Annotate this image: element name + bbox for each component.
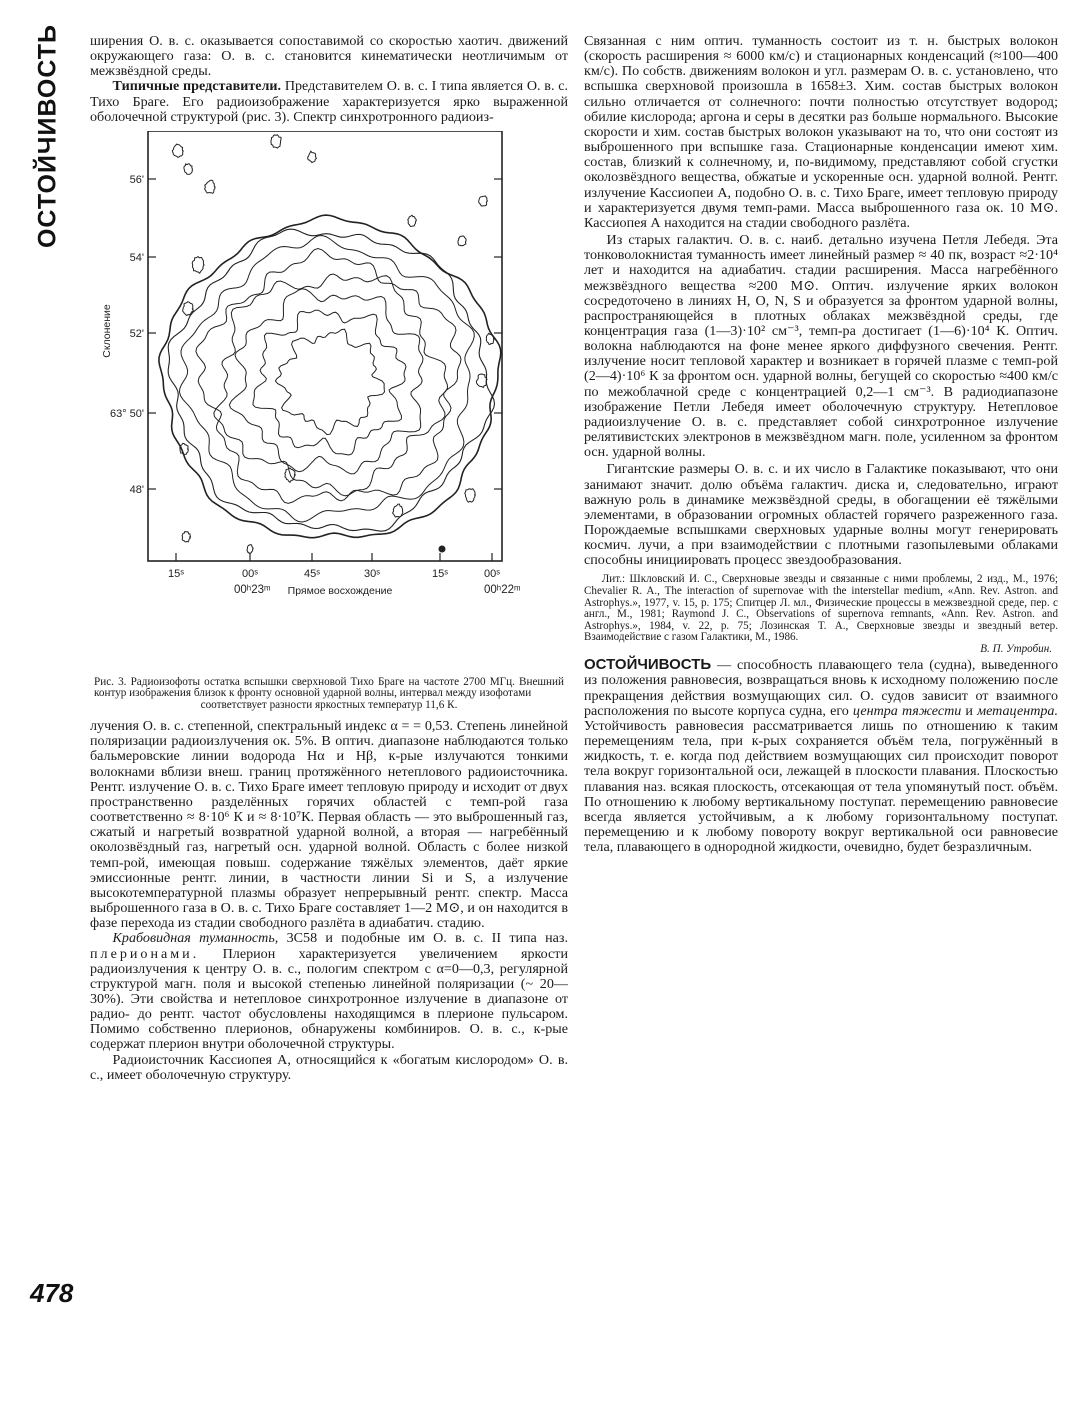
plot-frame: [148, 131, 502, 561]
contour-blob: [393, 504, 403, 517]
paragraph-crab: [90, 931, 568, 1052]
contour-ring: [196, 248, 461, 503]
paragraph-giant: Гигантские размеры О. в. с. и их число в Галактике показывают, что они занимают значит. долю объёма галактич. диска и, следовательно, играют важную роль в динамике межзвёздной среды, в обогащении её тяжёлыми элементами, в образовании огромных областей горячего разреженного газа. Порождаемые вспышками сверхновых ударные волны могут генерировать космич. лучи, а при взаимодействии с плотными газопылевыми облаками способны инициировать процесс звездообразования.: [584, 461, 1058, 569]
contour-blob: [271, 135, 281, 148]
paragraph-intro: ширения О. в. с. оказывается сопоставимой со скоростью хаотич. движений окружающего газа: О. в. с. становится кинематически неотличимым от межзвёздной среды.: [90, 33, 568, 80]
typical-lead: Типичные представители.: [112, 78, 282, 95]
outer-contour: [159, 215, 501, 538]
x-tick-label: 45ˢ: [304, 567, 320, 580]
contour-blob: [458, 236, 466, 246]
entry-italic-center: центра тяжести: [852, 702, 962, 719]
contour-blob: [465, 489, 476, 502]
figure-radio-isophotes: [90, 131, 568, 673]
page-number: 478: [30, 1278, 74, 1308]
running-head: [26, 23, 70, 249]
references-text: Лит.: Шкловский И. С., Сверхновые звезды и связанные с ними проблемы, 2 изд., М., 1976; Chevalier R. A., The interaction of supernovae with the interstellar medium, «Ann. Rev. Astron. and Astrophys.», 1977, v. 15, p. 175; Спитцер Л. мл., Физические процессы в межзвездной среде, пер. с англ., М., 1981; Raymond J. C., Observations of supernova remnants, «Ann. Rev. Astron. and Astrophys.», 1984, v. 22, p. 75; Лозинская Т. А., Сверхновые звезды и звездный ветер. Взаимодействие с газом Галактики, М., 1986.: [584, 573, 1058, 644]
crab-text: Плерион характеризуется увеличением яркости радиоизлучения к центру О. в. с., пологим спектром с α=0—0,3, регулярной структурой магн. поля и высокой степенью линейной поляризации (~ 20—30%). Эти свойства и нетепловое синхротронное излучение в диапазоне от радио- до рентг. частот обусловлены находящимся в плерионе пульсаром. Помимо собственно плерионов, обнаружены комбиниров. О. в. с., к-рые содержат плерион внутри оболочечной структуры.: [90, 945, 568, 1053]
references: [584, 574, 1058, 655]
contour-blob: [308, 151, 317, 163]
entry-italic-metacenter: метацентра.: [977, 702, 1058, 719]
x-tick-label: 00ˢ: [484, 567, 500, 580]
paragraph-spectrum: лучения О. в. с. степенной, спектральный индекс α = = 0,53. Степень линейной поляризации радиоизлучения ок. 5%. В оптич. диапазоне наблюдаются только бальмеровские линии водорода Hα и Hβ, к-рые излучаются тонкими волокнами вблизи внеш. границ протяжённого нетеплового радиоисточника. Рентг. излучение О. в. с. Тихо Браге имеет тепловую природу и исходит от двух пространственно разделённых горячих областей с темп-рой газа соответственно ≈ 8·10⁶ К и ≈ 8·10⁷К. Первая область — это выброшенный газ, сжатый и нагретый возвратной ударной волной, а вторая — нагребённый околозвёздный газ, нагретый осн. ударной волной. Область с более низкой темп-рой, имеющая повыш. содержание тяжёлых элементов, даёт яркие эмиссионные рентг. линии, в частности линии Si и S, а излучение высокотемпературной плазмы образует непрерывный рентг. спектр. Масса выброшенного газа в О. в. с. Тихо Браге составляет 1—2 M⊙, и он находится в фазе перехода из стадии свободного разлёта в адиабатич. стадию.: [90, 718, 568, 932]
x-tick-label: 30ˢ: [364, 567, 380, 580]
entry-ostoichivost: [584, 657, 1058, 855]
inner-contour: [275, 329, 384, 434]
contour-blob: [182, 531, 190, 542]
beam-dot: [439, 545, 446, 552]
caption-last: соответствует разности яркостных температур 11,6 К.: [200, 698, 458, 711]
x-major-label-left: 00ʰ23ᵐ: [234, 583, 271, 596]
contour-blob: [479, 196, 488, 206]
x-tick-label: 15ˢ: [168, 567, 184, 580]
author-signature: В. П. Утробин.: [980, 642, 1052, 655]
crab-spaced: плерионами.: [90, 945, 200, 962]
contour-blob: [408, 215, 416, 226]
crab-mid: 3С58 и подобные им О. в. с. II типа наз.: [278, 930, 568, 947]
contour-blob: [205, 180, 216, 193]
contour-blob: [172, 144, 183, 157]
y-tick-label: 52': [129, 327, 144, 340]
contour-blob: [476, 374, 487, 388]
contour-ring: [214, 274, 448, 496]
entry-text: — способность плавающего тела (судна), выведенного из положения равновесия, возвращаться вновь к исходному положению после прекращения действия возмущающих сил. О. судов зависит от взаимного расположения по высоте корпуса судна, его: [584, 657, 1058, 719]
x-major-label-right: 00ʰ22ᵐ: [484, 583, 521, 596]
paragraph-cassiopeia-cont: Связанная с ним оптич. туманность состоит из т. н. быстрых волокон (скорость расширения ≈ 6000 км/с) и стационарных конденсаций (≈100—400 км/с). По собств. движениям волокон и угл. размерам О. в. с. установлено, что вспышка сверхновой произошла в 1658±3. Хим. состав быстрых волокон сильно отличается от солнечного: почти полностью отсутствует водород; обилие кислорода; аргона и серы в десятки раз больше нормального. Высокие скорости и хим. состав быстрых волокон указывают на то, что они состоят из выброшенного при вспышке газа. Стационарные конденсации имеют хим. состав, близкий к солнечному, и, по-видимому, представляют собой сгустки околозвёздного вещества, обжатые и ускоренные осн. ударной волной. Рентг. излучение Кассиопеи А, подобно О. в. с. Тихо Браге, имеет тепловую природу и характеризуется двумя темп-рами. Масса выброшенного газа ок. 10 M⊙. Кассиопея А находится на стадии свободного разлёта.: [584, 33, 1058, 231]
contour-ring: [229, 289, 423, 474]
y-tick-label: 54': [129, 251, 144, 264]
paragraph-cassiopeia: Радиоисточник Кассиопея А, относящийся к «богатым кислородом» О. в. с., имеет оболочечную структуру.: [90, 1051, 568, 1083]
right-column: [584, 34, 1058, 855]
figure-caption: [94, 677, 564, 711]
x-axis-label: Прямое восхождение: [287, 584, 393, 597]
isophote-plot: [90, 131, 568, 673]
paragraph-cygnus-loop: Из старых галактич. О. в. с. наиб. детально изучена Петля Лебедя. Эта тонковолокнистая туманность имеет линейный размер ≈ 40 пк, возраст ≈2·10⁴ лет и находится на адиабатич. стадии расширения. Масса нагребённого межзвёздного вещества ≈200 M⊙. Оптич. излучение ярких волокон сосредоточено в линиях H, O, N, S и образуется за фронтом ударной волны, распространяющейся в плотных облаках межзвёздной среды, где концентрация газа (1—3)·10² см⁻³, темп-ра достигает (1—6)·10⁴ К. Оптич. волокна наблюдаются на фоне менее яркого диффузного свечения. Рентг. излучение носит тепловой характер и возникает в горячей плазме с темп-рой (2—4)·10⁶ К за фронтом осн. ударной волны, бегущей со скоростью ≈400 км/с по межоблачной среде с концентрацией 0,2—1 см⁻³. В радиодиапазоне изображение Петли Лебедя имеет оболочечную структуру. Нетепловое радиоизлучение О. в. с. представляет собой синхротронное излучение релятивистских электронов в межзвёздном магн. поле, усиленном за фронтом осн. ударной волны.: [584, 232, 1058, 461]
y-tick-label: 63° 50': [109, 407, 144, 420]
crab-lead: Крабовидная туманность,: [112, 930, 279, 947]
y-axis-label: Склонение: [101, 304, 113, 358]
contour-blob: [192, 257, 204, 274]
entry-headword: ОСТОЙЧИВОСТЬ: [584, 656, 712, 674]
left-column: [90, 34, 568, 1083]
contour-ring: [180, 235, 475, 522]
y-tick-label: 48': [129, 483, 144, 496]
running-head-text: ОСТОЙЧИВОСТЬ: [33, 23, 62, 249]
typical-text: Представителем О. в. с. I типа является О. в. с. Тихо Браге. Его радиоизображение характеризуется ярко выраженной оболочечной структурой (рис. 3). Спектр синхротронного радиоиз-: [90, 78, 568, 125]
contour-blob: [184, 164, 193, 175]
contour-blob: [247, 545, 253, 554]
caption-main: Рис. 3. Радиоизофоты остатка вспышки сверхновой Тихо Браге на частоте 2700 МГц. Внешний контур изображения близок к фронту основной ударной волны, интервал между изофотами: [94, 675, 564, 700]
x-tick-label: 00ˢ: [242, 567, 258, 580]
y-tick-label: 56': [129, 173, 144, 186]
x-tick-label: 15ˢ: [432, 567, 448, 580]
entry-and: и: [961, 702, 978, 719]
entry-text-2: Устойчивость равновесия рассматривается лишь по отношению к таким перемещениям тела, при к-рых сохраняется объём тела, погружённый в жидкость, т. е. когда под действием возмущающих сил происходит поворот тела вокруг горизонтальной оси, лежащей в плоскости плавания. Плоскостью плавания наз. всякая плоскость, отсекающая от тела упомянутый пост. объём. По отношению к любому вертикальному поступат. перемещению равновесие всегда является устойчивым, а к любому горизонтальному поступат. перемещению и к любому повороту вокруг вертикальной оси равновесие тела, плавающего в однородной жидкости, очевидно, будет безразличным.: [584, 717, 1058, 856]
paragraph-typical: [90, 79, 568, 124]
